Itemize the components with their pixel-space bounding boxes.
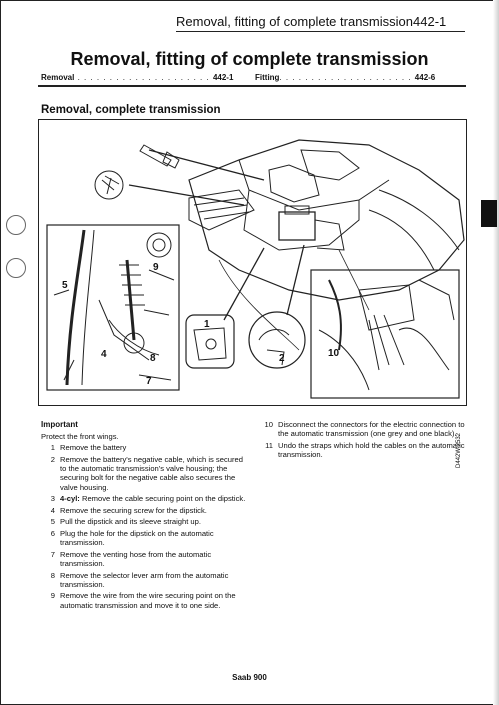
title-rule bbox=[38, 85, 466, 87]
important-note: Protect the front wings. bbox=[41, 432, 119, 442]
callout-5: 5 bbox=[62, 280, 68, 291]
figure-id: D442W 2532 bbox=[456, 432, 462, 468]
step-item: 5 Pull the dipstick and its sleeve straight up. bbox=[50, 517, 201, 527]
toc-page: 442-1 bbox=[212, 73, 234, 82]
procedure-right-column bbox=[257, 420, 467, 462]
step-item: 11 Undo the straps which hold the cables on the automatic transmission. bbox=[265, 440, 465, 459]
callout-7: 7 bbox=[146, 376, 152, 387]
callout-1: 1 bbox=[204, 319, 210, 330]
page-title: Removal, fitting of complete transmission bbox=[70, 49, 429, 69]
step-item: 3 4-cyl: Remove the cable securing point on the dipstick. bbox=[50, 494, 246, 504]
step-item: 4 Remove the securing screw for the dipstick. bbox=[50, 505, 207, 515]
scan-shadow bbox=[493, 0, 499, 705]
step-item: 1 Remove the battery bbox=[50, 443, 127, 453]
callout-4: 4 bbox=[101, 349, 107, 360]
callout-10: 10 bbox=[328, 348, 340, 359]
toc-label: Removal bbox=[41, 73, 75, 82]
step-item: 9 Remove the wire from the wire securing point on the automatic transmission and move it to one side. bbox=[50, 591, 236, 610]
step-item: 8 Remove the selector lever arm from the automatic transmission. bbox=[50, 570, 229, 589]
callout-8: 8 bbox=[150, 353, 156, 364]
step-item: 10 Disconnect the connectors for the electric connection to the automatic transmission (one grey and one black). bbox=[264, 420, 465, 439]
header-rule bbox=[176, 31, 465, 32]
running-header-title: Removal, fitting of complete transmission bbox=[176, 14, 413, 29]
callout-2: 2 bbox=[279, 353, 285, 364]
step-item: 2 Remove the battery's negative cable, which is secured to the automatic transmission's valve housing; the securing bolt for the negative cable also secures the valve housing. bbox=[50, 455, 243, 492]
toc-page: 442-6 bbox=[414, 73, 436, 82]
binder-hole-bottom bbox=[6, 258, 26, 278]
procedure-left-column bbox=[41, 420, 249, 612]
illustration-drawing bbox=[39, 120, 466, 405]
step-item: 6 Plug the hole for the dipstick on the automatic transmission. bbox=[50, 528, 214, 548]
important-heading: Important bbox=[41, 420, 78, 429]
running-header-page: 442-1 bbox=[413, 14, 447, 29]
binder-hole-top bbox=[6, 215, 26, 235]
toc-entry-removal[interactable]: Removal . . . . . . . . . . . . . . . . . . . . . 442-1 bbox=[41, 73, 234, 82]
section-tab-marker bbox=[481, 200, 497, 227]
step-item: 7 Remove the venting hose from the automatic transmission. bbox=[50, 549, 212, 568]
bleed-through bbox=[260, 465, 440, 545]
toc-label: Fitting bbox=[255, 73, 280, 82]
callout-9: 9 bbox=[153, 262, 159, 273]
page-footer: Saab 900 bbox=[232, 673, 267, 682]
toc-entry-fitting[interactable]: Fitting. . . . . . . . . . . . . . . . . . . . . 442-6 bbox=[255, 73, 436, 82]
section-title: Removal, complete transmission bbox=[41, 104, 221, 116]
